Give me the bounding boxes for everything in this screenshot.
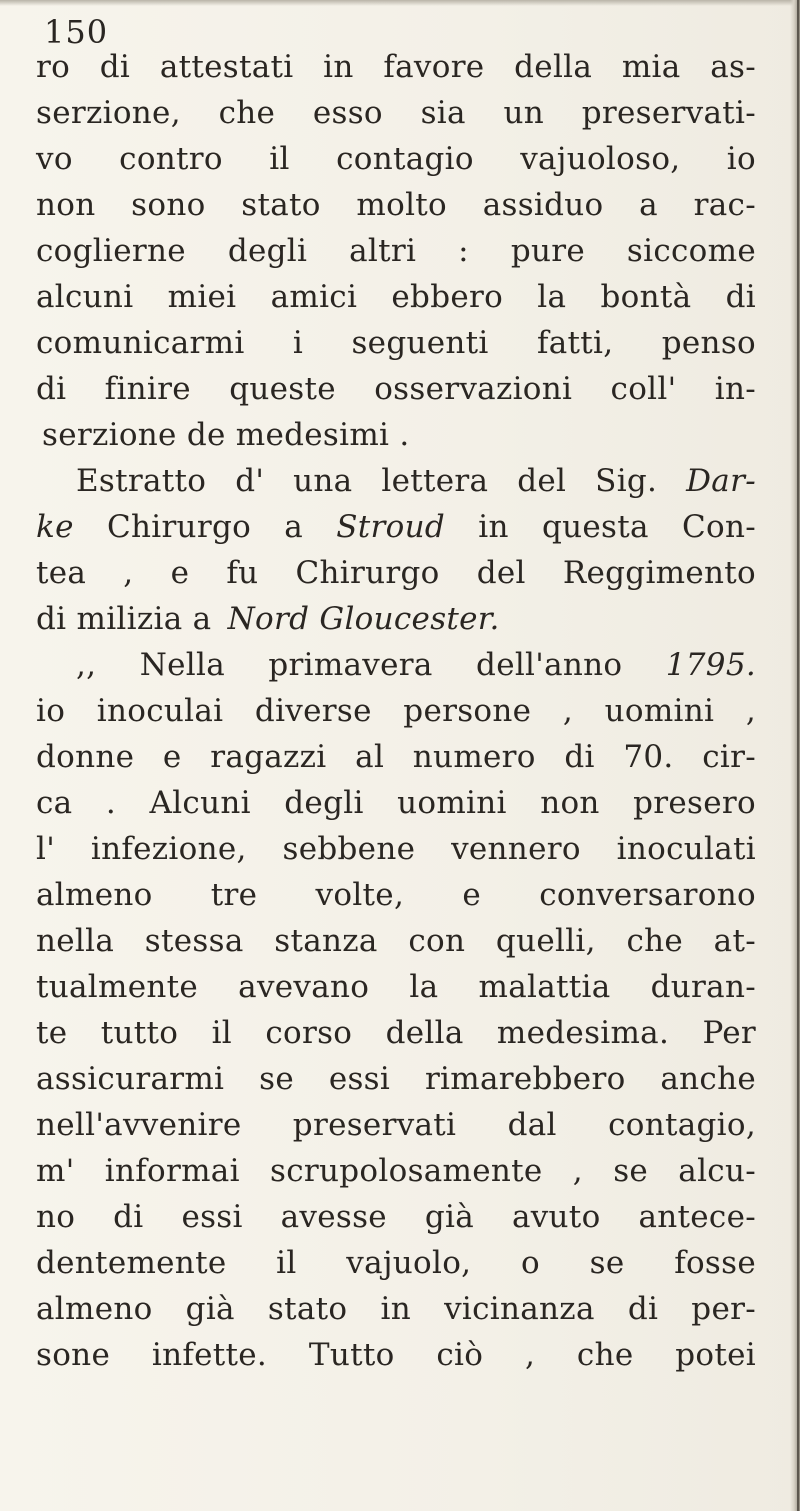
- line-text: di milizia a: [36, 601, 222, 637]
- text-line: [36, 1056, 756, 1102]
- text-line: [36, 366, 756, 412]
- text-line: [36, 1010, 756, 1056]
- text-line: [36, 872, 756, 918]
- line-text: ,, Nella primavera dell'anno: [76, 647, 666, 683]
- body-text: [36, 44, 756, 1378]
- italic-text: Nord Gloucester.: [227, 601, 500, 637]
- line-text: almeno tre volte, e conversarono: [36, 877, 756, 913]
- text-line: [36, 1240, 756, 1286]
- text-line: [36, 1102, 756, 1148]
- line-text: vo contro il contagio vajuoloso, io: [36, 141, 756, 177]
- text-line: [36, 274, 756, 320]
- text-line: [36, 90, 756, 136]
- text-line: [36, 550, 756, 596]
- italic-text: 1795.: [665, 647, 756, 683]
- line-text: coglierne degli altri : pure siccome: [36, 233, 756, 269]
- line-text: Chirurgo a: [73, 509, 337, 545]
- line-text: no di essi avesse già avuto antece-: [36, 1199, 756, 1235]
- line-text: sone infette. Tutto ciò , che potei: [36, 1337, 756, 1373]
- text-line: [36, 1148, 756, 1194]
- text-line: [36, 182, 756, 228]
- text-line: [36, 458, 756, 504]
- line-text: nella stessa stanza con quelli, che at-: [36, 923, 756, 959]
- line-text: di finire queste osservazioni coll' in-: [36, 371, 756, 407]
- line-text: tualmente avevano la malattia duran-: [36, 969, 756, 1005]
- text-line: [36, 136, 756, 182]
- text-line: [36, 918, 756, 964]
- text-line: [36, 1286, 756, 1332]
- text-line: [36, 826, 756, 872]
- text-line: [36, 44, 756, 90]
- line-text: dentemente il vajuolo, o se fosse: [36, 1245, 756, 1281]
- line-text: assicurarmi se essi rimarebbero anche: [36, 1061, 756, 1097]
- text-line: [36, 688, 756, 734]
- line-text: serzione, che esso sia un preservati-: [36, 95, 756, 131]
- italic-text: Dar-: [686, 463, 756, 499]
- line-text: in questa Con-: [445, 509, 756, 545]
- line-text: nell'avvenire preservati dal contagio,: [36, 1107, 756, 1143]
- line-text: io inoculai diverse persone , uomini ,: [36, 693, 756, 729]
- page-top-shadow: [0, 0, 800, 6]
- line-text: l' infezione, sebbene vennero inoculati: [36, 831, 756, 867]
- page-number: 150: [44, 13, 109, 51]
- line-text: Estratto d' una lettera del Sig.: [76, 463, 687, 499]
- line-text: donne e ragazzi al numero di 70. cir-: [36, 739, 756, 775]
- line-text: ca . Alcuni degli uomini non presero: [36, 785, 756, 821]
- text-line: [36, 228, 756, 274]
- text-line: [36, 734, 756, 780]
- line-text: non sono stato molto assiduo a rac-: [36, 187, 756, 223]
- text-line: [36, 596, 756, 642]
- text-line: [36, 964, 756, 1010]
- text-line: [36, 780, 756, 826]
- line-text: ro di attestati in favore della mia as-: [36, 49, 756, 85]
- italic-text: Stroud: [336, 509, 446, 545]
- line-text: almeno già stato in vicinanza di per-: [36, 1291, 756, 1327]
- text-line: [36, 642, 756, 688]
- text-line: [36, 1194, 756, 1240]
- line-text: serzione de medesimi .: [42, 417, 410, 453]
- line-text: comunicarmi i seguenti fatti, penso: [36, 325, 756, 361]
- line-text: alcuni miei amici ebbero la bontà di: [36, 279, 756, 315]
- text-line: [36, 320, 756, 366]
- text-line: [36, 1332, 756, 1378]
- line-text: tea , e fu Chirurgo del Reggimento: [36, 555, 756, 591]
- line-text: te tutto il corso della medesima. Per: [36, 1015, 756, 1051]
- line-text: m' informai scrupolosamente , se alcu-: [36, 1153, 756, 1189]
- text-line: [36, 504, 756, 550]
- page-right-edge: [790, 0, 800, 1511]
- italic-text: ke: [36, 509, 74, 545]
- text-line: [36, 412, 756, 458]
